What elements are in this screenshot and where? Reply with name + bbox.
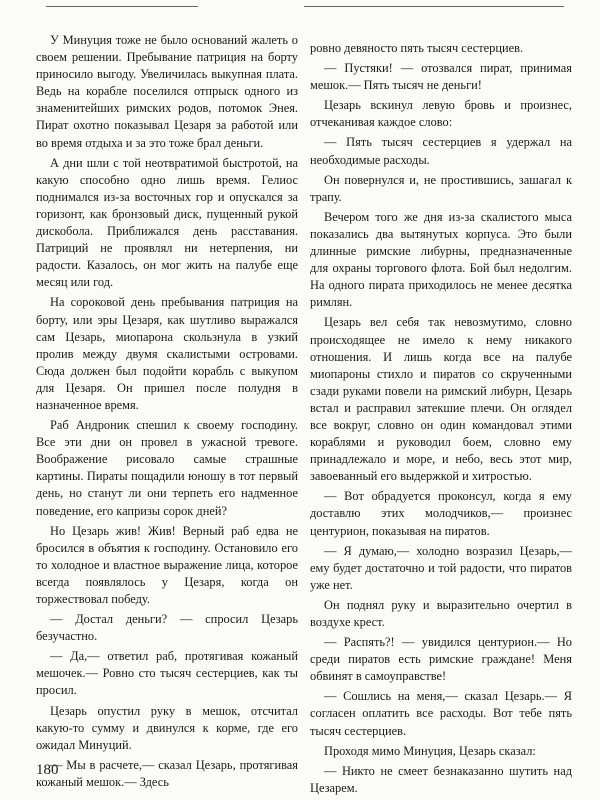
paragraph: Раб Андроник спешил к своему господину. Все эти дни он провел в ужасной тревоге. Воображение рисовало самые страшные картины. Пираты пощадили юношу в тот первый день, но станут ли они терпеть его надменное поведение, его капризы сорок дней? xyxy=(36,418,298,518)
paragraph: Он повернулся и, не простившись, зашагал к трапу. xyxy=(310,172,572,204)
paragraph: — Пять тысяч сестерциев я удержал на необходимые расходы. xyxy=(310,135,572,167)
paragraph: — Сошлись на меня,— сказал Цезарь.— Я согласен оплатить все расходы. Вот тебе пять тысяч сестерциев. xyxy=(310,689,572,738)
paragraph: — Вот обрадуется проконсул, когда я ему доставлю этих молодчиков,— произнес центурион, показывая на пиратов. xyxy=(310,489,572,538)
top-rule-right xyxy=(304,6,564,7)
paragraph: — Мы в расчете,— сказал Цезарь, протягивая кожаный мешок.— Здесь xyxy=(36,757,298,789)
paragraph: Он поднял руку и выразительно очертил в воздухе крест. xyxy=(310,597,572,629)
paragraph: — Пустяки! — отозвался пират, принимая мешок.— Пять тысяч не деньги! xyxy=(310,61,572,93)
paragraph: У Минуция тоже не было оснований жалеть о своем решении. Пребывание патриция на борту приносило выгоду. Увеличилась выкупная плата. Ведь на корабле поселился отпрыск одного из знаменитейших римских родов, потомок Энея. Пират охотно показывал Цезаря за работой или во время отдыха и за это тоже брал деньги. xyxy=(36,33,298,150)
paragraph: Цезарь опустил руку в мешок, отсчитал какую-то сумму и двинулся к корме, где его ожидал Минуций. xyxy=(36,703,298,752)
paragraph: А дни шли с той неотвратимой быстротой, на какую способно одно лишь время. Гелиос поднимался из-за восточных гор и опускался за горизонт, как бронзовый диск, пущенный рукой дискобола. Приближался день расставания. Патриций не проявлял ни нетерпения, ни радости. Казалось, он мог жить на палубе еще месяц или год. xyxy=(36,155,298,290)
paragraph: — Распять?! — увидился центурион.— Но среди пиратов есть римские граждане! Меня обвинят в самоуправстве! xyxy=(310,635,572,684)
paragraph: Цезарь вел себя так невозмутимо, словно происходящее не имело к нему никакого отношения. И лишь когда все на палубе миопароны стихло и пиратов со скрученными сзади руками повели на римский либурн, Цезарь встал и расправил затекшие плечи. Он оглядел все вокруг, словно он один командовал этими кораблями и руководил боем, словно ему принадлежало и море, и небо, весь этот мир, завоеванный его выдержкой и хитростью. xyxy=(310,315,572,484)
paragraph: На сороковой день пребывания патриция на борту, или эры Цезаря, как шутливо выражался сам Цезарь, миопарона скользнула в узкий пролив между двумя скалистыми островами. Сюда должен был подойти корабль с выкупом для Цезаря. Он пришел после полудня в назначенное время. xyxy=(36,295,298,412)
paragraph: Проходя мимо Минуция, Цезарь сказал: xyxy=(324,743,536,758)
paragraph: — Я думаю,— холодно возразил Цезарь,— ему будет достаточно и той радости, что пиратов уже нет. xyxy=(310,543,572,592)
left-column xyxy=(36,32,298,794)
right-column xyxy=(310,40,572,800)
paragraph-continuation: ровно девяносто пять тысяч сестерциев. xyxy=(310,41,524,55)
top-rule xyxy=(46,6,198,7)
paragraph: Но Цезарь жив! Жив! Верный раб едва не бросился в объятия к господину. Остановило его то холодное и властное выражение лица, которое всегда появлялось у Цезаря, когда он торжествовал победу. xyxy=(36,523,298,606)
paragraph: — Никто не смеет безнаказанно шутить над Цезарем. xyxy=(310,763,572,795)
paragraph: Вечером того же дня из-за скалистого мыса показались два вытянутых корпуса. Это были длинные римские либурны, предназначенные для охраны торгового флота. Бой был недолгим. На одного пирата приходилось не менее десятка римлян. xyxy=(310,209,572,310)
paragraph: — Да,— ответил раб, протягивая кожаный мешочек.— Ровно сто тысяч сестерциев, как ты просил. xyxy=(36,649,298,698)
page-number: 180 xyxy=(36,762,59,778)
paragraph: Цезарь вскинул левую бровь и произнес, отчеканивая каждое слово: xyxy=(310,98,572,130)
paragraph: — Достал деньги? — спросил Цезарь безучастно. xyxy=(36,612,298,644)
